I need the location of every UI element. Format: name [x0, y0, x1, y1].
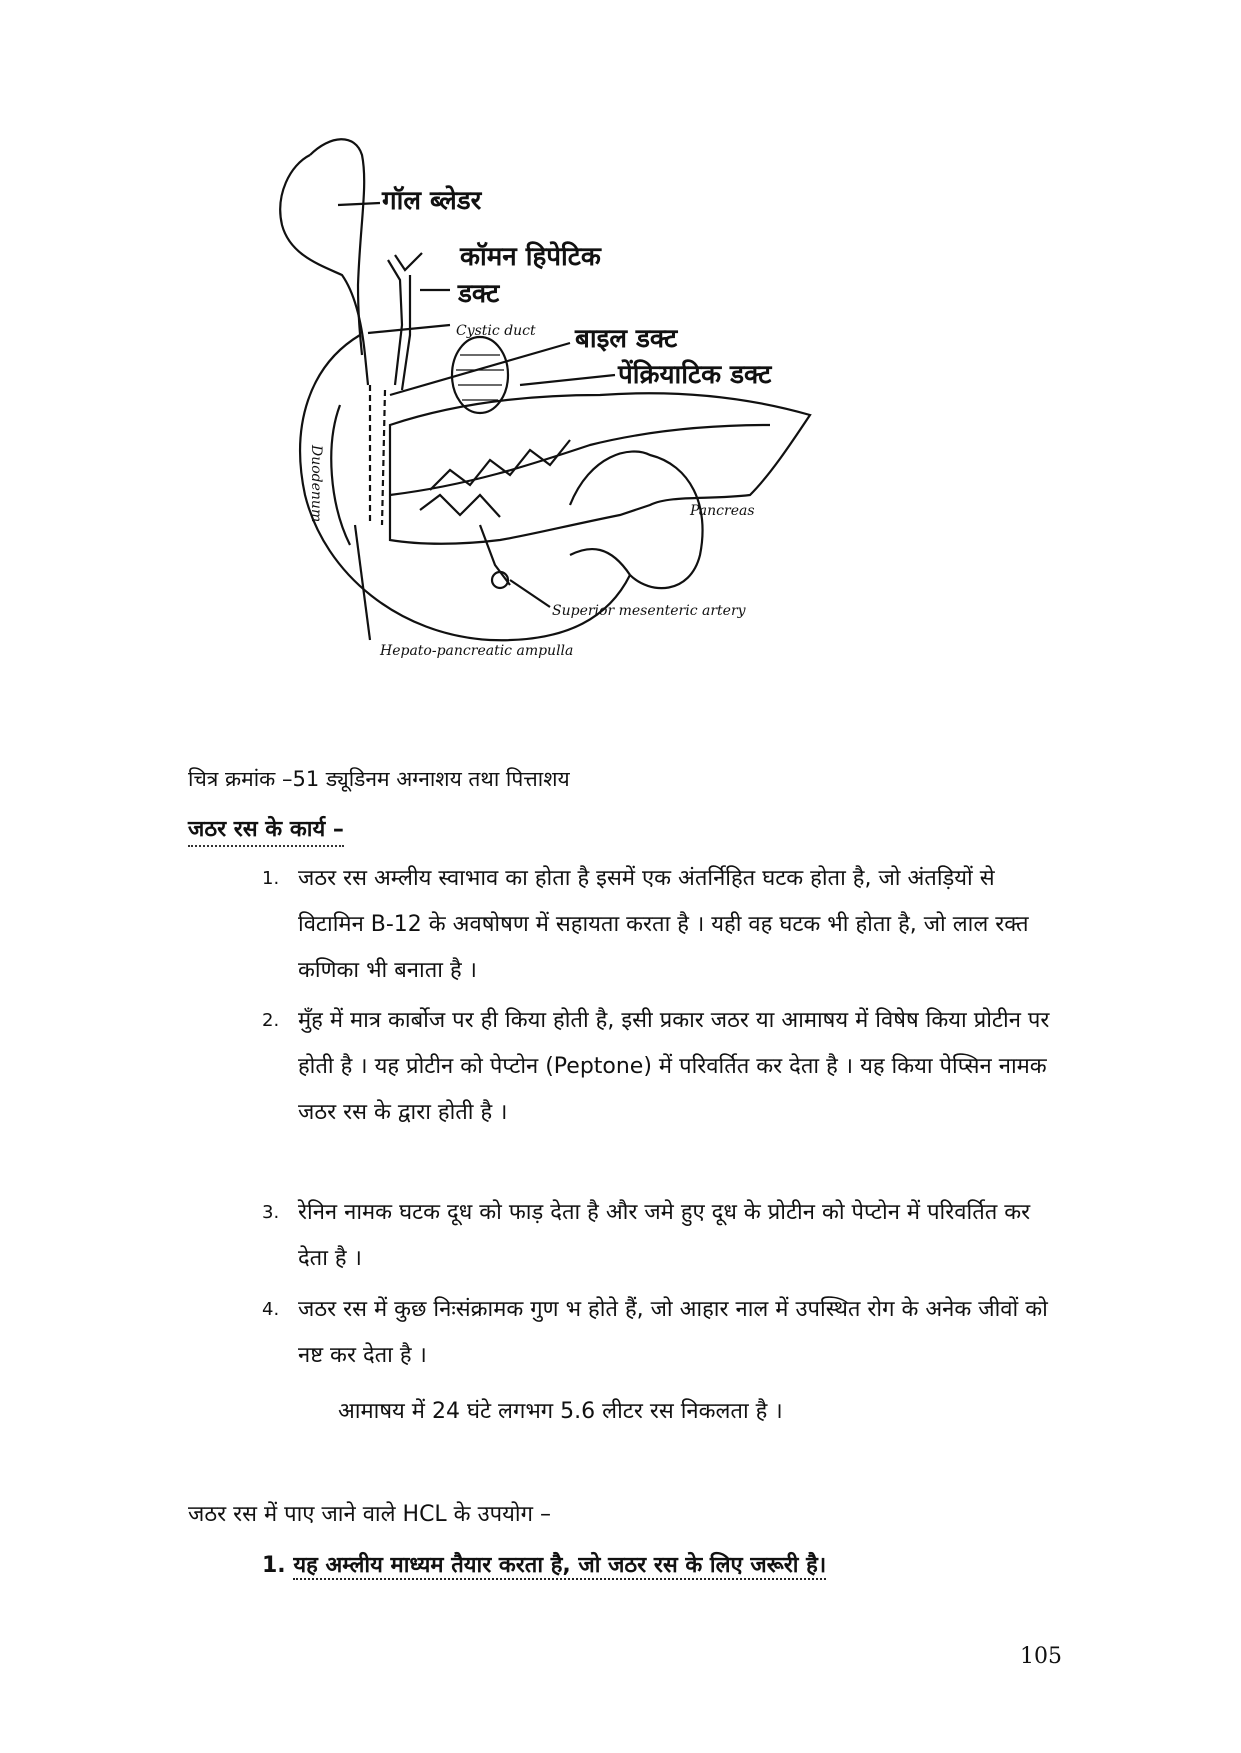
- list-item-text: जठर रस में कुछ निःसंक्रामक गुण भ होते हैं, जो आहार नाल में उपस्थित रोग के अनेक जीवों को नष्ट कर देता है ।: [298, 1297, 1048, 1368]
- label-cystic-duct: Cystic duct: [456, 323, 536, 339]
- label-duodenum: Duodenum: [308, 445, 324, 523]
- hcl-use-item: [262, 1549, 826, 1579]
- secretion-note: आमाषय में 24 घंटे लगभग 5.6 लीटर रस निकलता है ।: [338, 1399, 783, 1424]
- hcl-uses-heading: जठर रस में पाए जाने वाले HCL के उपयोग –: [188, 1502, 551, 1527]
- hcl-use-number: 1.: [262, 1553, 286, 1578]
- intestine-outline: [570, 452, 703, 589]
- pancreas-outline: [390, 393, 810, 544]
- figure-caption: चित्र क्रमांक –51 ड्यूडिनम अग्नाशय तथा पित्ताशय: [188, 767, 570, 791]
- page-number: 105: [1020, 1644, 1062, 1669]
- hcl-use-text: यह अम्लीय माध्यम तैयार करता है, जो जठर रस के लिए जरूरी है।: [293, 1553, 827, 1578]
- list-item-number: 1.: [262, 868, 280, 889]
- list-item-number: 3.: [262, 1202, 280, 1223]
- label-superior-mesenteric-artery: Superior mesenteric artery: [552, 603, 746, 619]
- list-item-text: रेनिन नामक घटक दूध को फाड़ देता है और जमे हुए दूध के प्रोटीन को पेप्टोन में परिवर्तित कर देता है ।: [298, 1200, 1031, 1271]
- list-item-number: 2.: [262, 1010, 280, 1031]
- list-item-text: मुँह में मात्र कार्बोज पर ही किया होती है, इसी प्रकार जठर या आमाषय में विषेष किया प्रोटीन पर होती है । यह प्रोटीन को पेप्टोन (Peptone) में परिवर्तित कर देता है । यह किया पेप्सिन नामक जठर रस के द्वारा होती है ।: [298, 1008, 1050, 1125]
- label-pancreatic-duct: पेंक्रियाटिक डक्ट: [618, 360, 772, 390]
- list-item: [262, 1190, 1062, 1282]
- list-item-number: 4.: [262, 1299, 280, 1320]
- label-pancreas: Pancreas: [690, 503, 755, 519]
- list-item-text: जठर रस अम्लीय स्वाभाव का होता है इसमें एक अंतर्निहित घटक होता है, जो अंतड़ियों से विटामिन B-12 के अवषोषण में सहायता करता है । यही वह घटक भी होता है, जो लाल रक्त कणिका भी बनाता है ।: [298, 866, 1029, 983]
- list-item: [262, 998, 1062, 1136]
- anatomy-figure: [270, 125, 870, 745]
- section-heading: जठर रस के कार्य –: [188, 813, 344, 847]
- gall-bladder-outline: [280, 155, 368, 385]
- label-bile-duct: बाइल डक्ट: [575, 324, 678, 354]
- label-common-hepatic: कॉमन हिपेटिक: [460, 242, 601, 272]
- list-item: [262, 1287, 1062, 1379]
- label-duct: डक्ट: [458, 279, 500, 309]
- duodenum-pancreas-diagram: [270, 125, 870, 745]
- label-gall-bladder: गॉल ब्लेडर: [382, 186, 482, 216]
- label-ampulla: Hepato-pancreatic ampulla: [380, 643, 574, 659]
- duodenum-outline: [300, 335, 630, 640]
- list-item: [262, 856, 1062, 994]
